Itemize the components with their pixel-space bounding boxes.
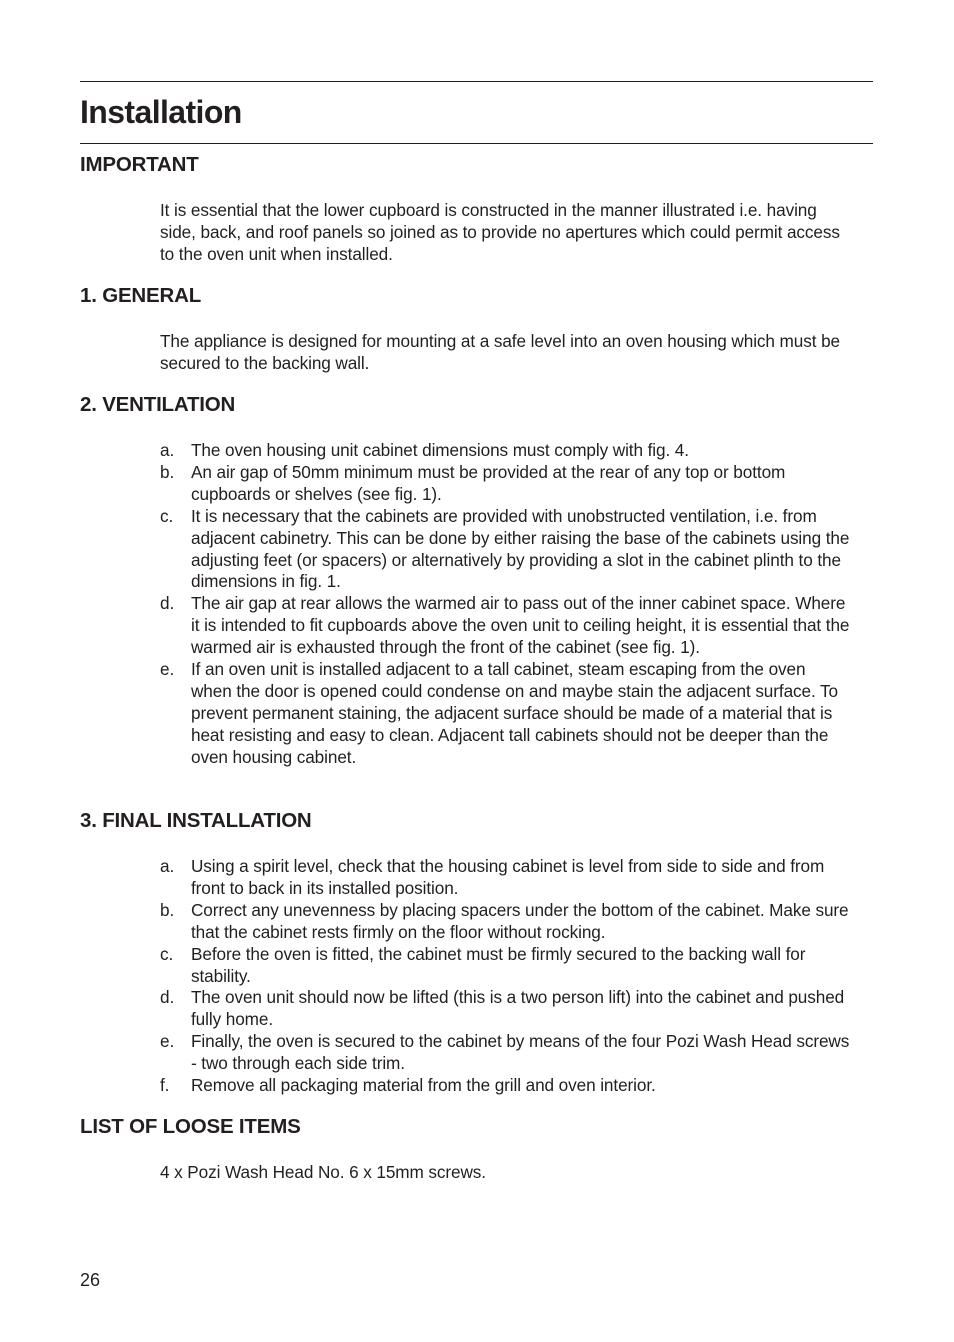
list-marker: c. — [160, 505, 174, 526]
list-item-text: It is necessary that the cabinets are provided with unobstructed ventilation, i.e. from adjacent cabinetry. This can be done by either raising the base of the cabinets using the adjusting feet (or spacers) or alternatively by providing a slot in the cabinet plinth to the dimensions in fig. 1. — [191, 505, 850, 592]
final-installation-list — [160, 856, 850, 1097]
list-item — [160, 593, 850, 659]
list-item — [160, 987, 850, 1031]
final-installation-heading: 3. FINAL INSTALLATION — [80, 809, 312, 832]
list-marker: e. — [160, 659, 175, 680]
list-marker: c. — [160, 943, 174, 964]
title-top-rule — [80, 81, 873, 82]
loose-items-text: 4 x Pozi Wash Head No. 6 x 15mm screws. — [160, 1162, 486, 1182]
list-item-text: Remove all packaging material from the grill and oven interior. — [191, 1075, 656, 1096]
list-marker: b. — [160, 461, 175, 482]
title-bottom-rule — [80, 143, 873, 144]
list-item — [160, 440, 850, 462]
list-item — [160, 900, 850, 944]
ventilation-heading: 2. VENTILATION — [80, 393, 236, 416]
general-heading: 1. GENERAL — [80, 284, 202, 307]
list-marker: e. — [160, 1031, 175, 1052]
list-item — [160, 944, 850, 988]
list-item-text: Before the oven is fitted, the cabinet must be firmly secured to the backing wall for stability. — [191, 943, 806, 986]
list-marker: f. — [160, 1075, 170, 1096]
important-heading: IMPORTANT — [80, 153, 199, 176]
list-item — [160, 856, 850, 900]
list-item-text: The oven unit should now be lifted (this is a two person lift) into the cabinet and pushed fully home. — [191, 987, 845, 1030]
list-item — [160, 462, 850, 506]
list-item-text: If an oven unit is installed adjacent to a tall cabinet, steam escaping from the oven when the door is opened could condense on and maybe stain the adjacent surface. To prevent permanent staining, the adjacent surface should be made of a material that is heat resisting and easy to clean. Adjacent tall cabinets should not be deeper than the oven housing cabinet. — [191, 659, 838, 767]
ventilation-list — [160, 440, 850, 769]
list-marker: a. — [160, 856, 175, 876]
list-item-text: The oven housing unit cabinet dimensions must comply with fig. 4. — [191, 440, 689, 460]
list-item-text: The air gap at rear allows the warmed air to pass out of the inner cabinet space. Where it is intended to fit cupboards above the oven unit to ceiling height, it is essential that the warmed air is exhausted through the front of the cabinet (see fig. 1). — [191, 593, 850, 658]
list-marker: d. — [160, 987, 175, 1008]
general-text: The appliance is designed for mounting at a safe level into an oven housing which must be secured to the backing wall. — [160, 331, 840, 373]
list-item — [160, 1075, 850, 1097]
page-title: Installation — [80, 94, 242, 130]
loose-items-heading: LIST OF LOOSE ITEMS — [80, 1115, 301, 1138]
page-number: 26 — [80, 1270, 101, 1290]
list-item — [160, 506, 850, 594]
list-item — [160, 659, 850, 769]
list-marker: d. — [160, 593, 175, 614]
important-text: It is essential that the lower cupboard is constructed in the manner illustrated i.e. having side, back, and roof panels so joined as to provide no apertures which could permit access to the oven unit when installed. — [160, 200, 840, 264]
list-item-text: Finally, the oven is secured to the cabinet by means of the four Pozi Wash Head screws - two through each side trim. — [191, 1031, 850, 1074]
list-item-text: Using a spirit level, check that the housing cabinet is level from side to side and from front to back in its installed position. — [191, 856, 825, 898]
list-item — [160, 1031, 850, 1075]
list-item-text: An air gap of 50mm minimum must be provided at the rear of any top or bottom cupboards or shelves (see fig. 1). — [191, 461, 786, 504]
list-item-text: Correct any unevenness by placing spacers under the bottom of the cabinet. Make sure that the cabinet rests firmly on the floor without rocking. — [191, 899, 849, 942]
list-marker: b. — [160, 899, 175, 920]
list-marker: a. — [160, 440, 175, 460]
